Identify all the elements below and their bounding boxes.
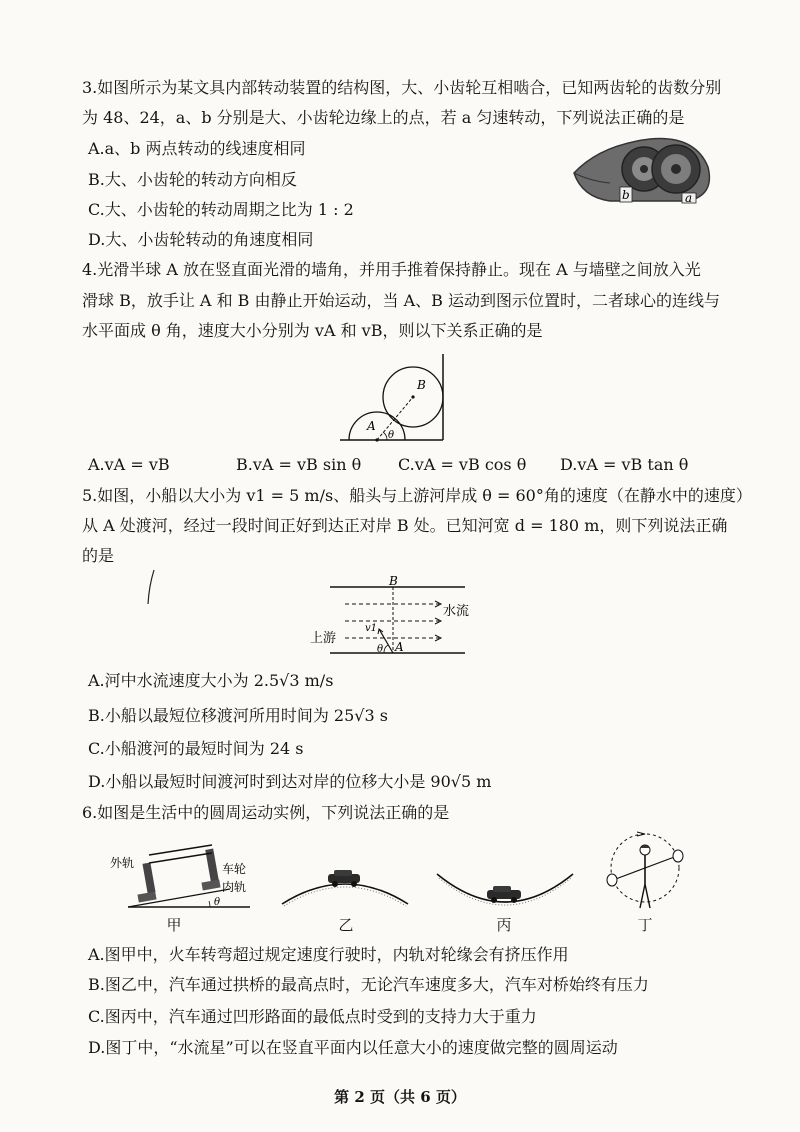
q4-option-b: B.vA = vB sin θ — [236, 455, 362, 474]
q4-option-c: C.vA = vB cos θ — [398, 455, 527, 474]
q6-label-wheel: 车轮 — [222, 862, 247, 876]
q6-label-outer-rail: 外轨 — [110, 856, 135, 870]
q3-option-a: A.a、b 两点转动的线速度相同 — [88, 139, 306, 158]
q6-option-b: B.图乙中，汽车通过拱桥的最高点时，无论汽车速度多大，汽车对桥始终有压力 — [88, 975, 649, 994]
q4-option-a: A.vA = vB — [88, 455, 170, 474]
q5-label-a: A — [395, 640, 404, 654]
q3-option-c: C.大、小齿轮的转动周期之比为 1 : 2 — [88, 200, 354, 219]
q6-label-theta: θ — [214, 897, 221, 908]
q6-option-a: A.图甲中，火车转弯超过规定速度行驶时，内轨对轮缘会有挤压作用 — [88, 945, 569, 964]
q5-stem-line3: 的是 — [82, 546, 115, 565]
q5-river-figure — [305, 575, 480, 660]
q5-option-a: A.河中水流速度大小为 2.5√3 m/s — [88, 671, 334, 690]
q5-option-c: C.小船渡河的最短时间为 24 s — [88, 739, 304, 758]
q6-label-inner-rail: 内轨 — [222, 880, 247, 894]
q5-label-b: B — [389, 575, 398, 588]
q3-label-a: a — [685, 191, 693, 205]
q5-label-theta: θ — [377, 644, 384, 655]
q5-option-d: D.小船以最短时间渡河时到达对岸的位移大小是 90√5 m — [88, 772, 492, 791]
q6-arch-bridge-figure — [280, 862, 410, 907]
q4-label-a: A — [367, 419, 376, 433]
q3-label-b: b — [622, 188, 630, 202]
q6-stem: 6.如图是生活中的圆周运动实例，下列说法正确的是 — [82, 803, 450, 822]
q6-water-meteor-figure — [600, 828, 690, 916]
q6-option-c: C.图丙中，汽车通过凹形路面的最低点时受到的支持力大于重力 — [88, 1007, 537, 1026]
q6-label-jia: 甲 — [166, 916, 182, 934]
q5-label-v1: v1 — [365, 623, 378, 634]
q6-label-yi: 乙 — [338, 916, 354, 934]
q6-concave-road-figure — [435, 870, 575, 912]
q4-stem-line1: 4.光滑半球 A 放在竖直面光滑的墙角，并用手推着保持静止。现在 A 与墙壁之间放入光 — [82, 260, 701, 279]
q6-label-ding: 丁 — [637, 916, 653, 934]
q4-stem-line2: 滑球 B，放手让 A 和 B 由静止开始运动，当 A、B 运动到图示位置时，二者球心的连线与 — [82, 291, 720, 310]
q5-option-b: B.小船以最短位移渡河所用时间为 25√3 s — [88, 706, 388, 725]
q4-label-theta: θ — [388, 430, 395, 441]
q4-spheres-figure — [340, 350, 460, 445]
q4-option-d: D.vA = vB tan θ — [560, 455, 689, 474]
q6-option-d: D.图丁中，“水流星”可以在竖直平面内以任意大小的速度做完整的圆周运动 — [88, 1038, 618, 1057]
q3-gear-figure — [570, 135, 715, 205]
q5-label-flow: 水流 — [443, 604, 470, 619]
q3-stem-line2: 为 48、24，a、b 分别是大、小齿轮边缘上的点，若 a 匀速转动，下列说法正确的是 — [82, 108, 685, 127]
q5-stray-pen-mark — [145, 568, 157, 608]
q5-stem-line2: 从 A 处渡河，经过一段时间正好到达正对岸 B 处。已知河宽 d = 180 m，则下列说法正确 — [82, 516, 728, 535]
q6-label-bing: 丙 — [496, 916, 512, 934]
q4-stem-line3: 水平面成 θ 角，速度大小分别为 vA 和 vB，则以下关系正确的是 — [82, 321, 543, 340]
page-footer: 第 2 页（共 6 页） — [334, 1088, 466, 1106]
q3-stem-line1: 3.如图所示为某文具内部转动装置的结构图，大、小齿轮互相啮合，已知两齿轮的齿数分别 — [82, 78, 722, 97]
q3-option-b: B.大、小齿轮的转动方向相反 — [88, 170, 297, 189]
q5-label-upstream: 上游 — [310, 631, 337, 646]
q3-option-d: D.大、小齿轮转动的角速度相同 — [88, 230, 314, 249]
q4-label-b: B — [417, 378, 426, 392]
q5-stem-line1: 5.如图，小船以大小为 v1 = 5 m/s、船头与上游河岸成 θ = 60°角的速度（在静水中的速度） — [82, 486, 752, 505]
q6-train-track-figure — [100, 835, 260, 910]
